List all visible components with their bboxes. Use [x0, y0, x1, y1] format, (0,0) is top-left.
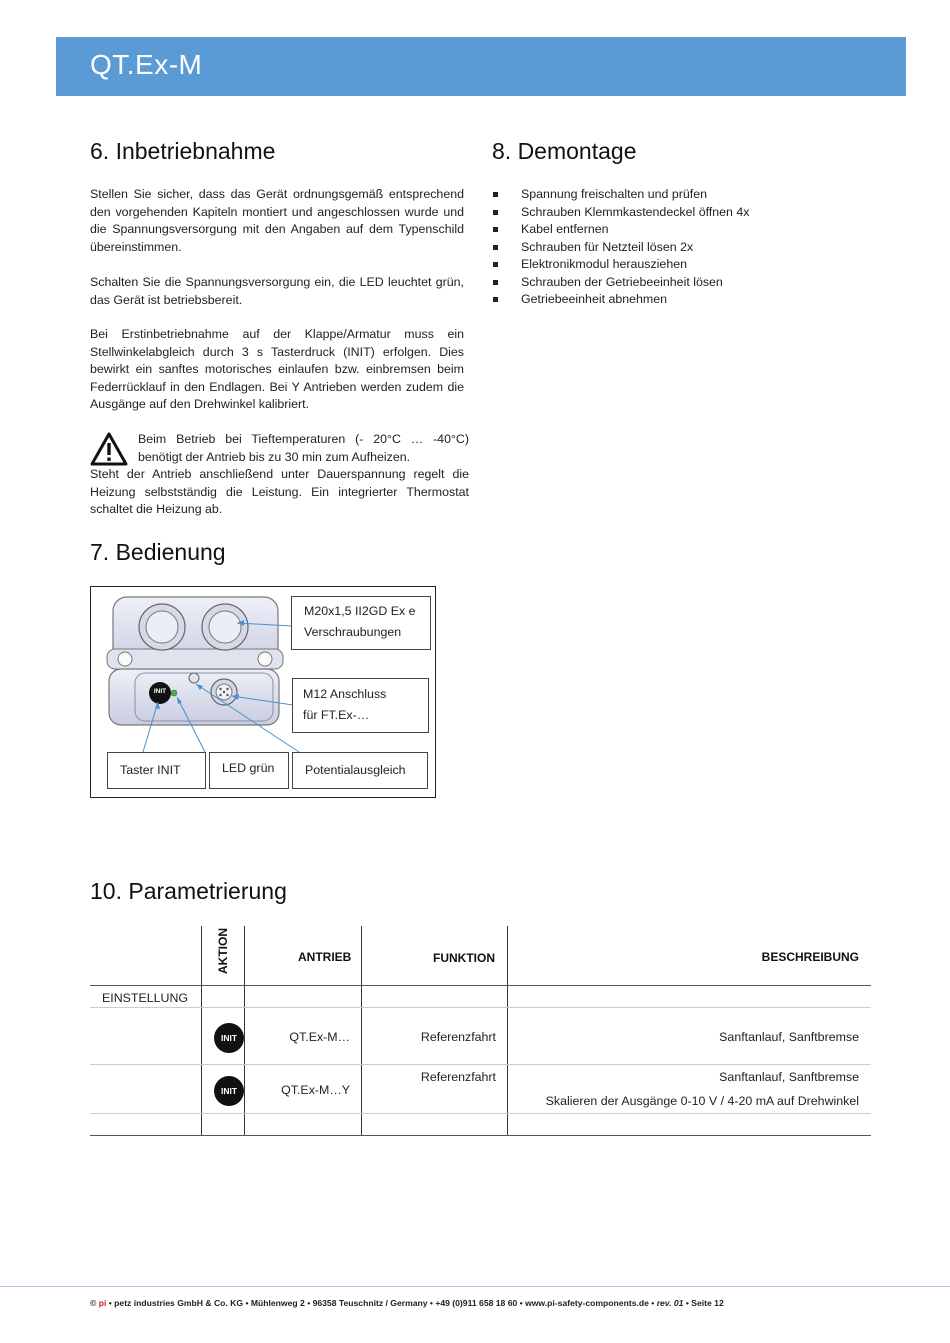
- callout-cable-glands: M20x1,5 II2GD Ex e Verschraubungen: [291, 596, 431, 650]
- section-heading-demontage: 8. Demontage: [492, 138, 637, 164]
- list-item: Getriebeeinheit abnehmen: [492, 291, 749, 309]
- callout-led: LED grün: [209, 752, 289, 789]
- table-cell-funktion: Referenzfahrt: [420, 1070, 496, 1084]
- bullet-icon: [493, 192, 498, 197]
- list-item: Spannung freischalten und prüfen: [492, 186, 749, 204]
- bullet-icon: [493, 262, 498, 267]
- paragraph-check-installation: Stellen Sie sicher, dass das Gerät ordnungsgemäß entsprechend den vorgehenden Kapiteln montiert und angeschlossen wurde und die Spannungsversorgung mit den Angaben auf dem Typenschild übereinstimmen.: [90, 187, 464, 254]
- section-heading-inbetriebnahme: 6. Inbetriebnahme: [90, 138, 276, 164]
- table-cell-funktion: Referenzfahrt: [420, 1030, 496, 1044]
- parameter-table: [90, 926, 871, 1136]
- bullet-icon: [493, 297, 498, 302]
- bullet-icon: [493, 280, 498, 285]
- list-item: Schrauben der Getriebeeinheit lösen: [492, 274, 749, 292]
- warning-triangle-icon: [90, 432, 128, 466]
- callout-potential-equalization: Potentialausgleich: [292, 752, 428, 789]
- m12-connector-icon: [211, 679, 237, 705]
- callout-init-button: Taster INIT: [107, 752, 206, 789]
- table-cell-beschreibung: Sanftanlauf, Sanftbremse: [719, 1070, 859, 1084]
- cable-gland-right: [202, 604, 248, 650]
- footer-divider: [0, 1286, 950, 1287]
- column-header-aktion: AKTION: [216, 928, 230, 974]
- column-header-funktion: FUNKTION: [433, 951, 495, 965]
- list-item: Kabel entfernen: [492, 221, 749, 239]
- init-button-icon: INIT: [214, 1023, 244, 1053]
- column-header-antrieb: ANTRIEB: [298, 950, 352, 964]
- device-diagram: [90, 586, 436, 798]
- paragraph-heating: Steht der Antrieb anschließend unter Dauerspannung regelt die Heizung selbstständig die Leistung. Ein integrierter Thermostat schaltet die Heizung ab.: [90, 467, 469, 516]
- column-header-beschreibung: BESCHREIBUNG: [761, 950, 859, 964]
- list-item: Schrauben für Netzteil lösen 2x: [492, 239, 749, 257]
- brand-name: pi: [98, 1298, 107, 1308]
- revision: rev. 01: [656, 1298, 684, 1308]
- cable-gland-left: [139, 604, 185, 650]
- bullet-icon: [493, 210, 498, 215]
- paragraph-power-on: Schalten Sie die Spannungsversorgung ein, die LED leuchtet grün, das Gerät ist betriebsbereit.: [90, 275, 464, 307]
- table-cell-beschreibung-extra: Skalieren der Ausgänge 0-10 V / 4-20 mA auf Drehwinkel: [545, 1094, 859, 1108]
- page-footer: © pi • petz industries GmbH & Co. KG • Mühlenweg 2 • 96358 Teuschnitz / Germany • +49 (0)911 658 18 60 • www.pi-safety-components.de • rev. 01 • Seite 12: [90, 1298, 724, 1308]
- section-heading-bedienung: 7. Bedienung: [90, 539, 226, 565]
- led-icon: [171, 690, 177, 696]
- warning-low-temperature: Beim Betrieb bei Tieftemperaturen (- 20°C … -40°C) benötigt der Antrieb bis zu 30 min zum Aufheizen.: [138, 432, 469, 464]
- table-cell-antrieb: QT.Ex-M…Y: [281, 1083, 350, 1097]
- list-item: Schrauben Klemmkastendeckel öffnen 4x: [492, 204, 749, 222]
- ground-screw-icon: [189, 673, 199, 683]
- page-header: [56, 37, 906, 96]
- page-number: • Seite 12: [683, 1298, 724, 1308]
- init-button-icon: INIT: [214, 1076, 244, 1106]
- table-cell-antrieb: QT.Ex-M…: [289, 1030, 350, 1044]
- section-heading-parametrierung: 10. Parametrierung: [90, 878, 287, 904]
- callout-m12-connector: M12 Anschluss für FT.Ex-…: [292, 678, 429, 733]
- list-item: Elektronikmodul herausziehen: [492, 256, 749, 274]
- table-cell-beschreibung: Sanftanlauf, Sanftbremse: [719, 1030, 859, 1044]
- demontage-list: [492, 186, 749, 309]
- paragraph-first-commissioning: Bei Erstinbetriebnahme auf der Klappe/Armatur muss ein Stellwinkelabgleich durch 3 s Tasterdruck (INIT) erfolgen. Dies bewirkt ein sanftes motorisches einlaufen bzw. einbremsen beim Federrücklauf in den Endlagen. Bei Y Antrieben werden zudem die Ausgänge auf den Drehwinkel kalibriert.: [90, 327, 464, 411]
- bullet-icon: [493, 227, 498, 232]
- document-title: QT.Ex-M: [90, 49, 203, 80]
- group-label-einstellung: EINSTELLUNG: [102, 991, 189, 1005]
- init-button-label: INIT: [153, 688, 167, 695]
- bullet-icon: [493, 245, 498, 250]
